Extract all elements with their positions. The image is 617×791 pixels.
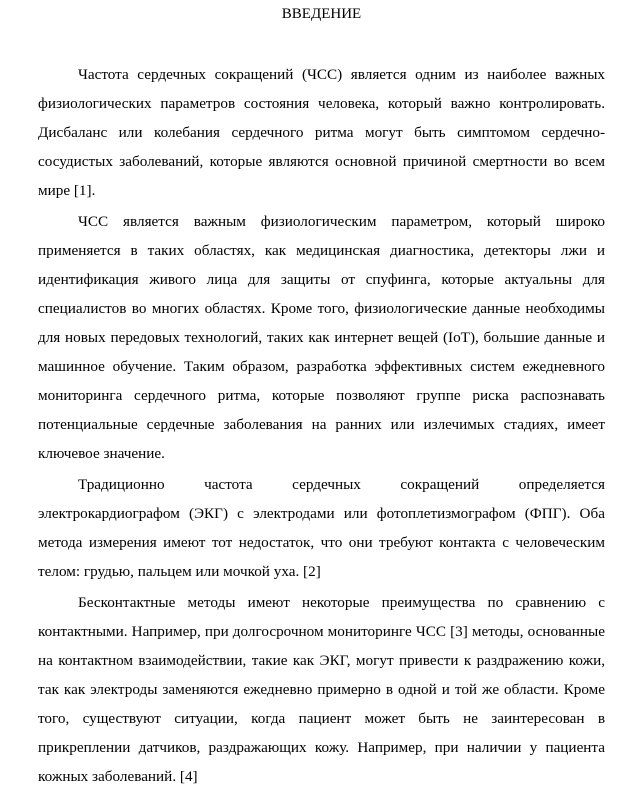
- paragraph-3: Традиционно частота сердечных сокращений определяется электрокардиографом (ЭКГ) с электродами или фотоплетизмографом (ФПГ). Оба метода измерения имеют тот недостаток, что они требуют контакта с человеческим телом: грудью, пальцем или мочкой уха. [2]: [38, 476, 605, 580]
- paragraph-2: ЧСС является важным физиологическим параметром, который широко применяется в таких областях, как медицинская диагностика, детекторы лжи и идентификация живого лица для защиты от спуфинга, которые актуальны для специалистов во многих областях. Кроме того, физиологические данные необходимы для новых передовых технологий, таких как интернет вещей (IoT), большие данные и машинное обучение. Таким образом, разработка эффективных систем ежедневного мониторинга сердечного ритма, которые позволяют группе риска распознавать потенциальные сердечные заболевания на ранних или излечимых стадиях, имеет ключевое значение.: [38, 213, 605, 462]
- document-title: ВВЕДЕНИЕ: [281, 6, 362, 22]
- paragraph-4: Бесконтактные методы имеют некоторые преимущества по сравнению с контактными. Например, при долгосрочном мониторинге ЧСС [3] методы, основанные на контактном взаимодействии, такие как ЭКГ, могут привести к раздражению кожи, так как электроды заменяются ежедневно примерно в одной и той же области. Кроме того, существуют ситуации, когда пациент может быть не заинтересован в прикреплении датчиков, раздражающих кожу. Например, при наличии у пациента кожных заболеваний. [4]: [38, 594, 605, 785]
- paragraph-1: Частота сердечных сокращений (ЧСС) является одним из наиболее важных физиологических параметров состояния человека, который важно контролировать. Дисбаланс или колебания сердечного ритма могут быть симптомом сердечно-сосудистых заболеваний, которые являются основной причиной смертности во всем мире [1].: [38, 66, 605, 199]
